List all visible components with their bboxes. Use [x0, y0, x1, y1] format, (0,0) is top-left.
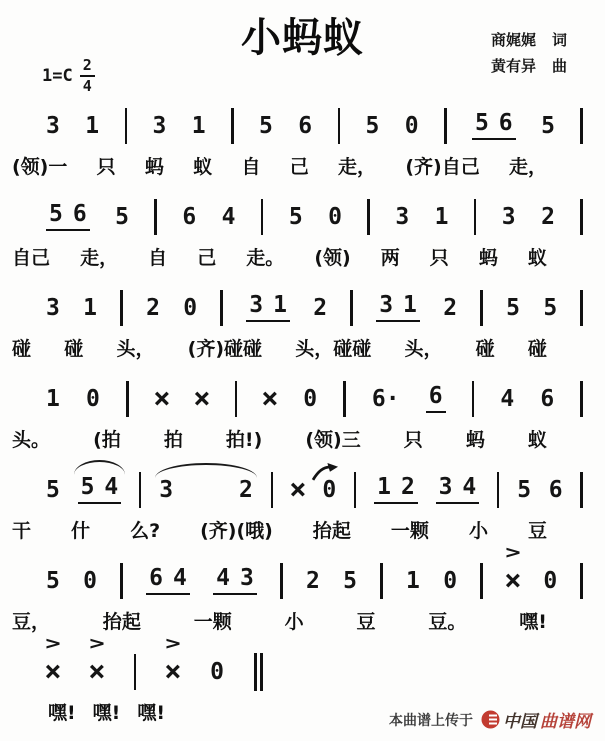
lyric-token: (齐)(哦) — [200, 519, 273, 542]
barline — [125, 108, 128, 144]
note: 4 — [500, 385, 515, 412]
lyric-token: (齐)碰碰 — [187, 337, 263, 360]
lyric-token: 碰 — [475, 337, 495, 360]
notes-row — [0, 286, 605, 330]
footer — [389, 707, 591, 732]
lyrics-row — [0, 150, 605, 180]
note: 0 — [86, 385, 100, 412]
note: 1 — [377, 474, 391, 500]
accent-mark: > — [505, 540, 521, 563]
lyric-token: 己 — [289, 155, 309, 178]
note: 5 — [288, 203, 303, 230]
lyric-token: (齐)自己 — [405, 155, 480, 178]
note: 0 — [83, 567, 98, 594]
lyric-token: 头，碰碰 — [295, 337, 372, 360]
beamed-note-group — [246, 294, 290, 322]
lyric-token: 嘿! — [519, 610, 547, 633]
barline — [120, 290, 123, 326]
lyric-token: (领) — [314, 246, 351, 269]
beamed-note-group — [374, 476, 418, 504]
barline — [580, 290, 583, 326]
rhythm-cross-note: × — [152, 382, 171, 415]
note: 0 — [322, 476, 337, 503]
note: 1 — [46, 385, 60, 412]
note: 3 — [159, 476, 174, 503]
barline — [480, 563, 483, 599]
lyric-token: 什 — [71, 519, 91, 542]
score-line — [0, 286, 605, 377]
lyric-token: 碰 — [527, 337, 547, 360]
lyrics-row — [0, 605, 605, 635]
note: 6 — [548, 476, 563, 503]
note: 0 — [543, 567, 558, 594]
barline — [497, 472, 500, 508]
accent-mark: > — [45, 631, 61, 654]
lyric-token: 走。 — [246, 246, 285, 269]
note: 3 — [46, 112, 60, 139]
lyric-token: 一颗 — [193, 610, 232, 633]
barline — [480, 290, 483, 326]
beamed-note-group — [436, 476, 480, 504]
note: 1 — [434, 203, 449, 230]
note: 2 — [239, 476, 253, 503]
beamed-note-group — [472, 112, 516, 140]
lyric-token: (拍 — [93, 428, 121, 451]
note: 5 — [506, 294, 521, 321]
song-title: 小蚂蚁 — [241, 15, 364, 61]
time-signature — [80, 58, 95, 94]
lyric-token: (领)一 — [12, 155, 68, 178]
barline — [580, 472, 583, 508]
note: 0 — [210, 658, 224, 685]
note: 3 — [239, 565, 254, 591]
barline — [580, 108, 583, 144]
note: 5 — [46, 476, 60, 503]
barline — [474, 199, 477, 235]
rhythm-cross-note: × > — [164, 631, 182, 688]
note: 4 — [172, 565, 187, 591]
lyric-token: 小 — [284, 610, 304, 633]
note: 1 — [85, 112, 100, 139]
barline — [220, 290, 223, 326]
site-logo — [481, 707, 591, 732]
lyric-token: 拍!) — [225, 428, 263, 451]
note: 3 — [46, 294, 60, 321]
barline — [120, 563, 123, 599]
note: 5 — [258, 112, 273, 139]
lyricist-name: 商娓娓 — [490, 31, 536, 49]
note: 3 — [379, 292, 394, 318]
lyric-token: 一颗 — [390, 519, 429, 542]
lyric-token: (领)三 — [305, 428, 361, 451]
beamed-note-group — [146, 567, 190, 595]
barline — [126, 381, 129, 417]
note: 6 — [298, 112, 313, 139]
barline — [235, 381, 238, 417]
score-line — [0, 104, 605, 195]
note: 1 — [273, 292, 287, 318]
note: 1 — [83, 294, 98, 321]
note: 2 — [541, 203, 555, 230]
beamed-note-group — [426, 385, 446, 413]
lyric-token: 己 — [197, 246, 217, 269]
notes-row — [0, 540, 605, 603]
score-line — [0, 377, 605, 468]
lyrics-row — [0, 332, 605, 362]
lyric-token: 抬起 — [102, 610, 141, 633]
lyric-token: 头。 — [12, 428, 51, 451]
note: 5 — [474, 110, 489, 136]
barline — [271, 472, 274, 508]
notes-row — [0, 104, 605, 148]
barline — [444, 108, 447, 144]
note: 0 — [404, 112, 419, 139]
notes-row — [0, 468, 605, 512]
composer-name: 黄有异 — [490, 57, 536, 75]
lyric-token: 嘿! — [92, 701, 121, 724]
lyricist-role: 词 — [551, 31, 567, 49]
note: 5 — [80, 474, 95, 500]
note: 4 — [216, 565, 230, 591]
note: 5 — [365, 112, 380, 139]
note: 3 — [501, 203, 516, 230]
note: 5 — [517, 476, 532, 503]
note: 3 — [249, 292, 264, 318]
lyric-token: 蚁 — [527, 428, 547, 451]
lyric-token: 走， — [80, 246, 119, 269]
barline — [343, 381, 346, 417]
barline — [338, 108, 341, 144]
composer-credit — [491, 53, 567, 79]
lyric-token: 小 — [468, 519, 488, 542]
key-time-signature — [42, 58, 95, 94]
note: 2 — [305, 567, 320, 594]
note: 4 — [462, 474, 477, 500]
barline — [261, 199, 264, 235]
note: 4 — [221, 203, 236, 230]
lyrics-row — [0, 423, 605, 453]
notes-row — [0, 631, 605, 694]
note: 6 — [182, 203, 197, 230]
note: 0 — [303, 385, 318, 412]
note: 6 — [149, 565, 163, 591]
barline — [280, 563, 283, 599]
beamed-note-group — [213, 567, 257, 595]
lyric-token: 两 — [380, 246, 400, 269]
lyric-token: 干 — [12, 519, 32, 542]
accent-mark: > — [165, 631, 181, 654]
note: 6 — [72, 201, 87, 227]
lyrics-row — [0, 514, 605, 544]
rhythm-cross-note: × — [261, 382, 279, 415]
beamed-note-group — [78, 476, 122, 504]
barline — [580, 199, 583, 235]
lyric-token: 蚂 — [465, 428, 485, 451]
lyric-token: 么? — [130, 519, 161, 542]
rhythm-cross-note: × — [289, 476, 306, 505]
lyric-token: 走， — [508, 155, 547, 178]
barline — [380, 563, 383, 599]
note: 6 — [540, 385, 555, 412]
score-lines — [0, 104, 605, 741]
note: 0 — [183, 294, 198, 321]
barline — [231, 108, 234, 144]
barline — [350, 290, 353, 326]
note: 1 — [403, 292, 417, 318]
composer-role: 曲 — [551, 57, 567, 75]
note: 1 — [191, 112, 206, 139]
barline — [154, 199, 157, 235]
note: 6 — [428, 383, 443, 409]
lyric-token: 自 — [148, 246, 168, 269]
note: 3 — [152, 112, 167, 139]
score-line — [0, 195, 605, 286]
lyric-token: 豆。 — [428, 610, 467, 633]
accent-mark: > — [89, 631, 105, 654]
beamed-note-group — [376, 294, 420, 322]
beamed-note-group — [46, 203, 90, 231]
rhythm-cross-note: × > — [88, 631, 106, 688]
note: 6· — [371, 385, 400, 412]
barline — [472, 381, 475, 417]
barline — [134, 654, 137, 690]
note: 5 — [343, 567, 357, 594]
lyric-token: 蚂 — [478, 246, 498, 269]
note: 3 — [395, 203, 410, 230]
site-name-dark: 中国 — [503, 712, 537, 732]
lyric-token: 抬起 — [312, 519, 351, 542]
lyric-token: 走， — [338, 155, 377, 178]
lyric-token: 豆 — [356, 610, 376, 633]
lyric-token: 头， — [404, 337, 443, 360]
barline — [580, 563, 583, 599]
credits — [491, 27, 567, 79]
time-numerator: 2 — [80, 58, 95, 77]
note: 2 — [443, 294, 458, 321]
lyricist-credit — [491, 27, 567, 53]
lyric-token: 自己 — [12, 246, 51, 269]
note: 2 — [401, 474, 415, 500]
notes-row — [0, 195, 605, 239]
barline — [139, 472, 142, 508]
rhythm-cross-note: × > — [504, 540, 522, 597]
note: 5 — [543, 294, 558, 321]
final-barline — [254, 653, 263, 691]
upload-note: 本曲谱上传于 — [389, 712, 473, 729]
music-site-logo-icon — [481, 710, 500, 729]
note: 6 — [498, 110, 513, 136]
lyric-token: 蚂 — [144, 155, 164, 178]
lyric-token: 只 — [403, 428, 423, 451]
rhythm-cross-note: × > — [44, 631, 62, 688]
note: 0 — [328, 203, 342, 230]
lyric-token: 头， — [116, 337, 155, 360]
lyric-token: 豆， — [12, 610, 51, 633]
note: 1 — [406, 567, 420, 594]
barline — [367, 199, 370, 235]
note: 5 — [49, 201, 63, 227]
lyric-token: 嘿! — [137, 701, 166, 724]
note: 5 — [115, 203, 129, 230]
lyric-token: 碰 — [64, 337, 84, 360]
site-name-red: 曲谱网 — [540, 712, 591, 732]
lyric-token: 嘿! — [48, 701, 76, 724]
note: 2 — [146, 294, 160, 321]
lyric-token: 拍 — [163, 428, 183, 451]
lyric-token: 豆 — [527, 519, 547, 542]
notes-row — [0, 377, 605, 421]
note: 0 — [443, 567, 458, 594]
lyric-token: 只 — [96, 155, 116, 178]
barline — [580, 381, 583, 417]
lyric-token: 自 — [241, 155, 261, 178]
lyric-token: 只 — [429, 246, 449, 269]
time-denominator: 4 — [82, 77, 92, 95]
slurred-note-group — [159, 476, 253, 503]
note: 5 — [541, 112, 555, 139]
note: 2 — [313, 294, 328, 321]
note: 5 — [46, 567, 60, 594]
lyric-token: 蚁 — [193, 155, 213, 178]
barline — [354, 472, 357, 508]
lyric-token: 碰 — [12, 337, 32, 360]
note: 4 — [104, 474, 119, 500]
rhythm-cross-note: × — [192, 382, 211, 415]
note: 3 — [438, 474, 453, 500]
key-signature: 1=C — [42, 66, 73, 86]
lyric-token: 蚁 — [527, 246, 547, 269]
lyrics-row — [0, 241, 605, 271]
